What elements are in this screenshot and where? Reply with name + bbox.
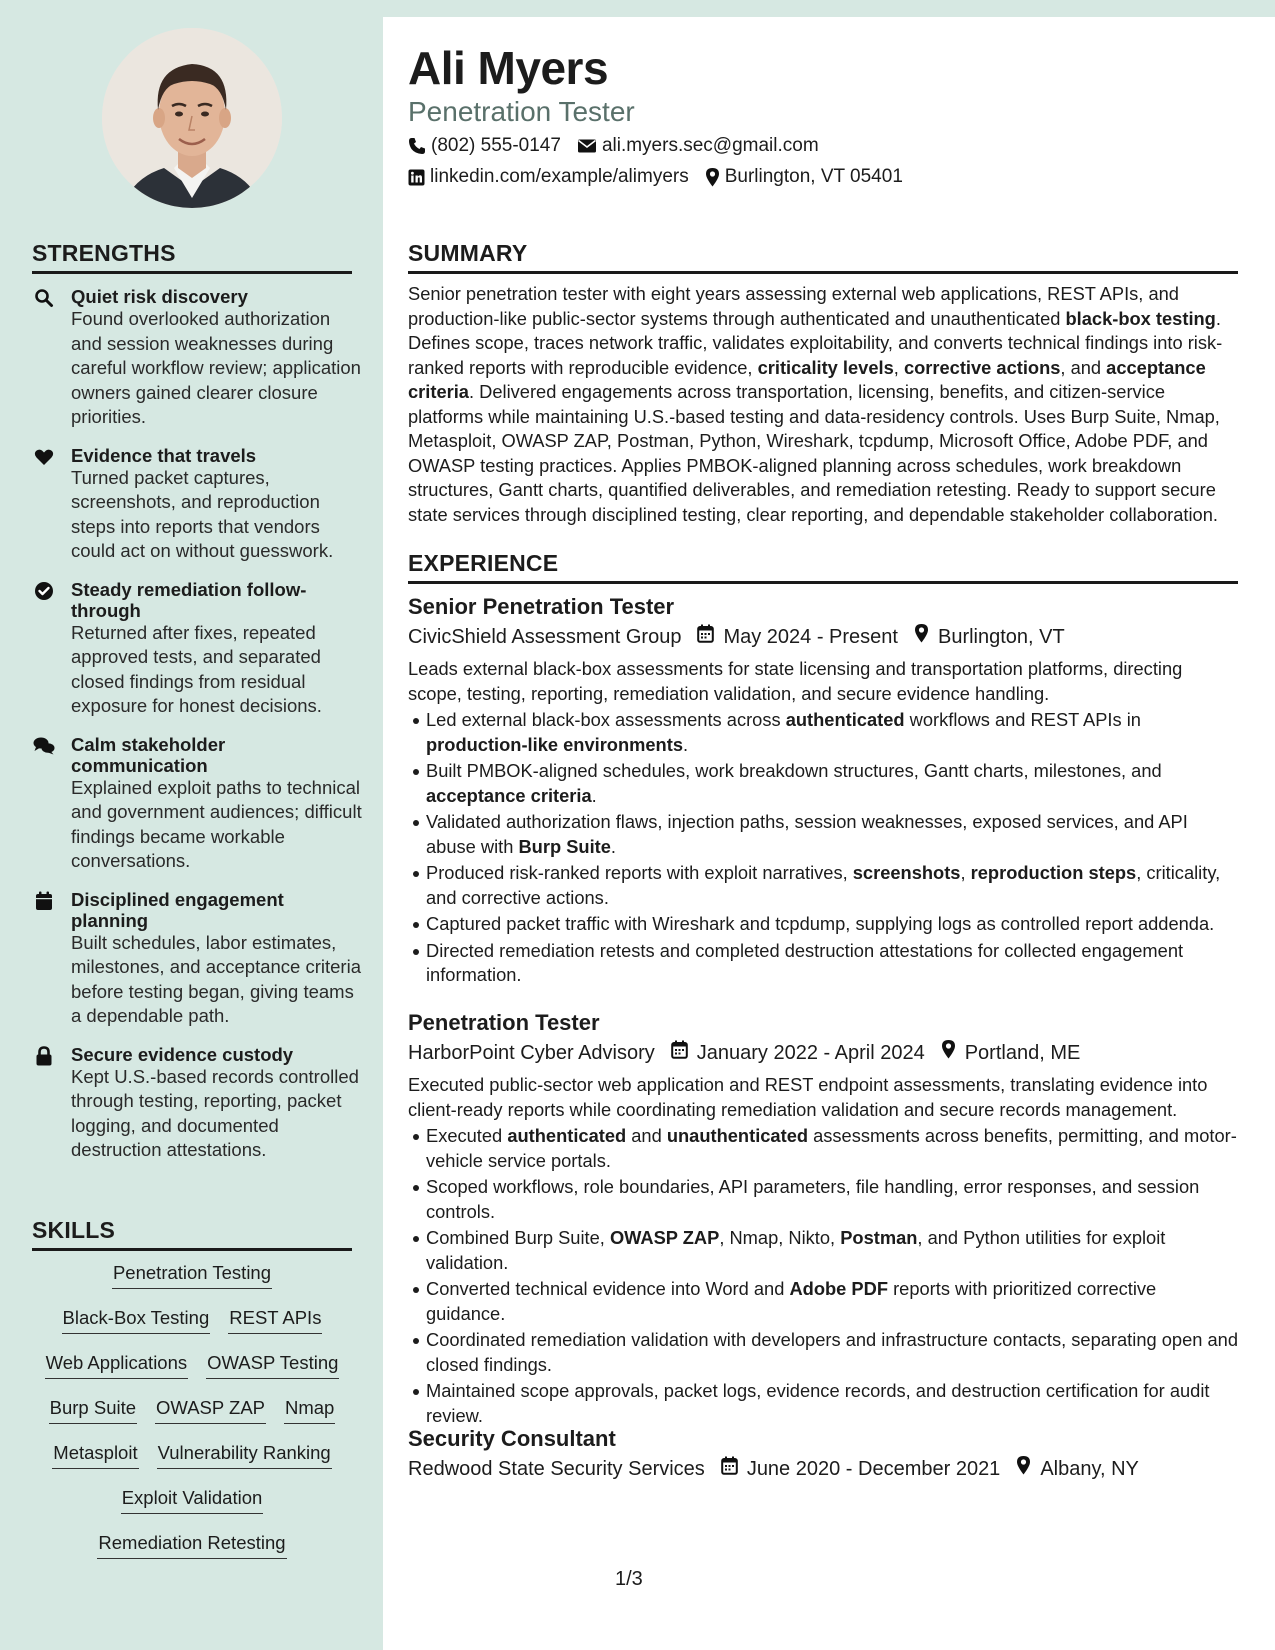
job-bullet: Converted technical evidence into Word and Adobe PDF reports with prioritized corrective guidance.: [426, 1277, 1238, 1326]
skill-tag: OWASP ZAP: [155, 1397, 266, 1424]
email-contact[interactable]: [577, 134, 819, 158]
calendar-icon: [721, 1455, 738, 1483]
summary-highlight: black-box testing: [1065, 307, 1216, 329]
strengths-heading: STRENGTHS: [32, 240, 352, 274]
job-bullet: Directed remediation retests and completed destruction attestations for collected engagement information.: [426, 939, 1238, 988]
job-location: Burlington, VT: [937, 626, 1065, 648]
strength-title: Quiet risk discovery: [71, 286, 248, 307]
job-dates: January 2022 - April 2024: [696, 1042, 925, 1064]
job-bullet: Validated authorization flaws, injection paths, session weaknesses, exposed services, and API abuse with Burp Suite.: [426, 810, 1238, 859]
job-entry: [408, 593, 1238, 990]
summary-paragraph: [408, 282, 1238, 527]
skill-tag: Burp Suite: [49, 1397, 137, 1424]
skill-tag: Exploit Validation: [121, 1487, 264, 1514]
job-bullet: Produced risk-ranked reports with exploit narratives, screenshots, reproduction steps, criticality, and corrective actions.: [426, 861, 1238, 910]
check-circle-icon: [33, 580, 55, 602]
strength-item: [32, 1044, 362, 1163]
job-bullet: Executed authenticated and unauthenticated assessments across benefits, permitting, and motor-vehicle service portals.: [426, 1124, 1238, 1173]
candidate-title: Penetration Tester: [408, 96, 635, 127]
skill-tag: Nmap: [284, 1397, 335, 1424]
skill-tag: Black-Box Testing: [62, 1307, 211, 1334]
linkedin-contact[interactable]: [408, 165, 689, 189]
map-marker-icon: [941, 1039, 956, 1067]
strength-item: [32, 445, 362, 564]
job-dates: May 2024 - Present: [723, 626, 898, 648]
phone-contact: [408, 134, 561, 158]
heart-icon: [33, 446, 55, 468]
summary-highlight: criticality levels: [757, 356, 894, 378]
job-entry: [408, 1425, 1238, 1483]
calendar-icon: [697, 623, 714, 651]
job-bullet: Combined Burp Suite, OWASP ZAP, Nmap, Nikto, Postman, and Python utilities for exploit validation.: [426, 1226, 1238, 1275]
job-description: Leads external black-box assessments for state licensing and transportation platforms, directing scope, testing, reporting, remediation validation, and secure evidence handling.: [408, 658, 1183, 704]
phone-icon: [408, 137, 426, 155]
strength-item: [32, 286, 362, 430]
job-title: Senior Penetration Tester: [408, 594, 675, 619]
sidebar: [0, 0, 383, 1650]
strength-description: Turned packet captures, screenshots, and reproduction steps into reports that vendors could act on without guesswork.: [71, 466, 334, 561]
job-title: Penetration Tester: [408, 1010, 600, 1035]
job-bullet: Coordinated remediation validation with developers and infrastructure contacts, separating open and closed findings.: [426, 1328, 1238, 1377]
job-description: Executed public-sector web application and REST endpoint assessments, translating evidence into client-ready reports while coordinating remediation validation and secure records management.: [408, 1074, 1208, 1120]
calendar-icon: [33, 890, 55, 912]
job-meta: [408, 623, 1238, 651]
skill-tag: Web Applications: [45, 1352, 189, 1379]
strength-description: Explained exploit paths to technical and government audiences; difficult findings became workable conversations.: [71, 776, 362, 871]
summary-text: ,: [893, 356, 904, 378]
summary-text: . Delivered engagements across transportation, licensing, benefits, and citizen-service platforms while maintaining U.S.-based testing and data-residency controls. Uses Burp Suite, Nmap, Metasploit, OWASP ZAP, Postman, Python, Wireshark, tcpdump, Microsoft Office, Adobe PDF, and OWASP testing practices. Applies PMBOK-aligned planning across schedules, work breakdown structures, Gantt charts, quantified deliverables, and remediation retesting. Ready to support secure state services through disciplined testing, clear reporting, and dependable stakeholder collaboration.: [408, 381, 1220, 525]
summary-highlight: acceptance criteria: [408, 356, 1206, 402]
strength-item: [32, 734, 362, 874]
strength-title: Disciplined engagement planning: [71, 888, 284, 931]
job-bullet: Scoped workflows, role boundaries, API parameters, file handling, error responses, and session controls.: [426, 1175, 1238, 1224]
job-bullets: [408, 1124, 1238, 1428]
location-contact: [705, 165, 903, 189]
page-number: 1/3: [615, 1568, 643, 1590]
phone-text: (802) 555-0147: [431, 135, 561, 156]
job-bullet: Maintained scope approvals, packet logs, evidence records, and destruction certification for audit review.: [426, 1379, 1238, 1428]
lock-icon: [33, 1045, 55, 1067]
profile-photo: [102, 28, 282, 208]
company-name: Redwood State Security Services: [408, 1458, 705, 1480]
job-location: Albany, NY: [1040, 1458, 1139, 1480]
job-bullet: Led external black-box assessments across authenticated workflows and REST APIs in production-like environments.: [426, 708, 1238, 757]
job-title: Security Consultant: [408, 1426, 616, 1451]
strength-description: Found overlooked authorization and session weaknesses during careful workflow review; application owners gained clearer closure priorities.: [71, 308, 361, 427]
map-marker-icon: [705, 167, 720, 187]
skill-tag: Vulnerability Ranking: [157, 1442, 332, 1469]
skill-tag: REST APIs: [228, 1307, 322, 1334]
job-meta: [408, 1039, 1238, 1067]
job-meta: [408, 1455, 1238, 1483]
summary-heading: SUMMARY: [408, 240, 1238, 274]
comments-icon: [33, 735, 55, 757]
skill-tag: OWASP Testing: [206, 1352, 339, 1379]
main-content: [383, 17, 1275, 1650]
job-bullet: Built PMBOK-aligned schedules, work breakdown structures, Gantt charts, milestones, and acceptance criteria.: [426, 759, 1238, 808]
summary-text: , and: [1060, 356, 1107, 378]
linkedin-icon: [408, 169, 425, 186]
skill-tag: Metasploit: [52, 1442, 138, 1469]
job-entry: [408, 1009, 1238, 1430]
strength-description: Built schedules, labor estimates, milestones, and acceptance criteria before testing began, giving teams a dependable path.: [71, 931, 361, 1026]
strength-title: Evidence that travels: [71, 444, 257, 466]
contact-row: [408, 134, 819, 158]
summary-section: [408, 282, 1238, 527]
skills-heading: SKILLS: [32, 1217, 352, 1251]
company-name: HarborPoint Cyber Advisory: [408, 1042, 655, 1064]
contact-row: [408, 165, 903, 189]
experience-heading: EXPERIENCE: [408, 550, 1238, 584]
strength-item: [32, 579, 362, 719]
summary-text: Senior penetration tester with eight years assessing external web applications, REST APIs, and production-like public-sector systems through authenticated and unauthenticated: [408, 283, 1179, 329]
calendar-icon: [671, 1039, 688, 1067]
candidate-name: Ali Myers: [408, 42, 609, 94]
skill-tag: Penetration Testing: [112, 1262, 272, 1289]
strength-item: [32, 889, 362, 1029]
map-marker-icon: [1016, 1455, 1031, 1483]
search-icon: [33, 287, 55, 309]
map-marker-icon: [914, 623, 929, 651]
company-name: CivicShield Assessment Group: [408, 626, 682, 648]
job-bullet: Captured packet traffic with Wireshark and tcpdump, supplying logs as controlled report addenda.: [426, 912, 1238, 937]
strength-title: Calm stakeholder communication: [71, 733, 226, 776]
strength-description: Returned after fixes, repeated approved tests, and separated closed findings from residual exposure for honest decisions.: [71, 621, 322, 716]
skill-tag: Remediation Retesting: [97, 1532, 286, 1559]
location-text: Burlington, VT 05401: [724, 166, 903, 187]
summary-text: . Defines scope, traces network traffic, validates exploitability, and converts technical findings into risk-ranked reports with reproducible evidence,: [408, 307, 1223, 378]
strengths-list: [32, 286, 362, 1178]
strength-title: Steady remediation follow-through: [71, 578, 307, 621]
skills-list: [32, 1262, 352, 1577]
job-location: Portland, ME: [964, 1042, 1081, 1064]
email-text[interactable]: ali.myers.sec@gmail.com: [601, 135, 819, 156]
linkedin-text[interactable]: linkedin.com/example/alimyers: [430, 166, 689, 187]
job-dates: June 2020 - December 2021: [746, 1458, 1001, 1480]
envelope-icon: [577, 138, 597, 154]
job-bullets: [408, 708, 1238, 988]
summary-highlight: corrective actions: [903, 356, 1061, 378]
strength-title: Secure evidence custody: [71, 1043, 294, 1065]
strength-description: Kept U.S.-based records controlled through testing, reporting, packet logging, and documented destruction attestations.: [71, 1065, 359, 1160]
